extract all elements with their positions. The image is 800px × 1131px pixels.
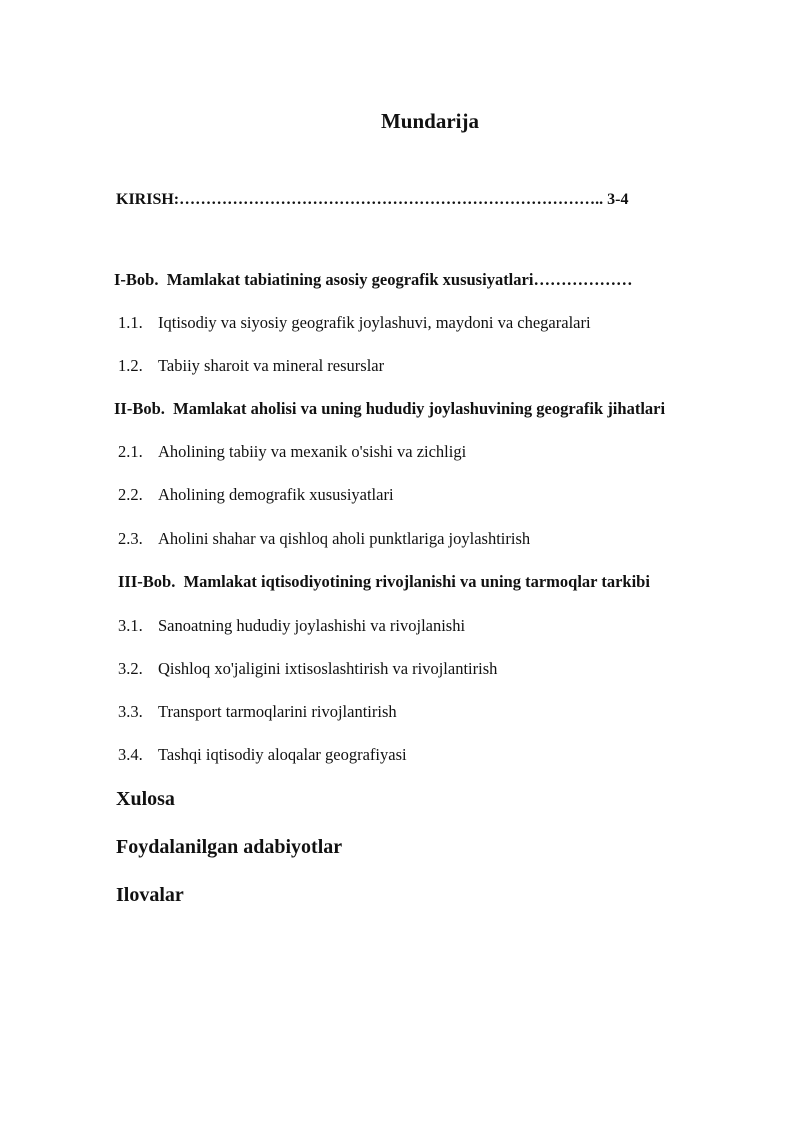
chapter-separator (175, 572, 183, 591)
section-number: 2.1. (118, 442, 143, 461)
section-title: Qishloq xo'jaligini ixtisoslashtirish va rivojlantirish (158, 659, 498, 678)
toc-section-row[interactable] (118, 356, 384, 376)
toc-chapter-row[interactable] (114, 270, 632, 290)
section-number: 1.2. (118, 356, 143, 375)
section-number: 2.3. (118, 529, 143, 548)
toc-leader-dots: ……………… (533, 270, 633, 289)
section-title: Tabiiy sharoit va mineral resurslar (158, 356, 385, 375)
section-number: 3.2. (118, 659, 143, 678)
toc-section-row[interactable] (118, 702, 397, 722)
section-number: 3.1. (118, 616, 143, 635)
toc-section-row[interactable] (118, 442, 466, 462)
toc-appendices[interactable]: Ilovalar (116, 884, 184, 906)
section-number: 3.3. (118, 702, 143, 721)
toc-intro-row[interactable] (116, 191, 628, 209)
toc-section-row[interactable] (118, 529, 530, 549)
chapter-label: III-Bob. (118, 572, 176, 591)
section-title: Sanoatning hududiy joylashishi va rivojlanishi (158, 616, 466, 635)
toc-intro-label: KIRISH: (116, 191, 180, 208)
chapter-title: Mamlakat aholisi va uning hududiy joylashuvining geografik jihatlari (173, 399, 666, 418)
toc-chapter-row[interactable] (118, 572, 650, 592)
section-title: Aholining demografik xususiyatlari (158, 485, 394, 504)
section-number: 1.1. (118, 313, 143, 332)
toc-page-number: 3-4 (607, 191, 629, 208)
chapter-separator: . (154, 270, 167, 289)
toc-section-row[interactable] (118, 659, 497, 679)
toc-chapter-row[interactable] (114, 399, 665, 419)
chapter-title: Mamlakat iqtisodiyotining rivojlanishi va uning tarmoqlar tarkibi (183, 572, 650, 591)
section-title: Tashqi iqtisodiy aloqalar geografiyasi (158, 745, 407, 764)
page-title: Mundarija (380, 109, 479, 133)
chapter-separator (165, 399, 173, 418)
toc-references[interactable]: Foydalanilgan adabiyotlar (116, 836, 343, 858)
section-title: Transport tarmoqlarini rivojlantirish (158, 702, 397, 721)
toc-leader-dots: …………………………………………………………………….. (179, 191, 608, 208)
chapter-label: II-Bob. (114, 399, 165, 418)
toc-section-row[interactable] (118, 313, 591, 333)
section-number: 2.2. (118, 485, 143, 504)
section-number: 3.4. (118, 745, 143, 764)
section-title: Aholining tabiiy va mexanik o'sishi va zichligi (158, 442, 467, 461)
chapter-label: I-Bob (114, 270, 155, 289)
toc-section-row[interactable] (118, 616, 465, 636)
toc-section-row[interactable] (118, 485, 394, 505)
section-title: Aholini shahar va qishloq aholi punktlariga joylashtirish (158, 529, 531, 548)
section-title: Iqtisodiy va siyosiy geografik joylashuvi, maydoni va chegaralari (158, 313, 591, 332)
toc-conclusion[interactable]: Xulosa (116, 788, 175, 810)
chapter-title: Mamlakat tabiatining asosiy geografik xususiyatlari (166, 270, 534, 289)
toc-section-row[interactable] (118, 745, 407, 765)
